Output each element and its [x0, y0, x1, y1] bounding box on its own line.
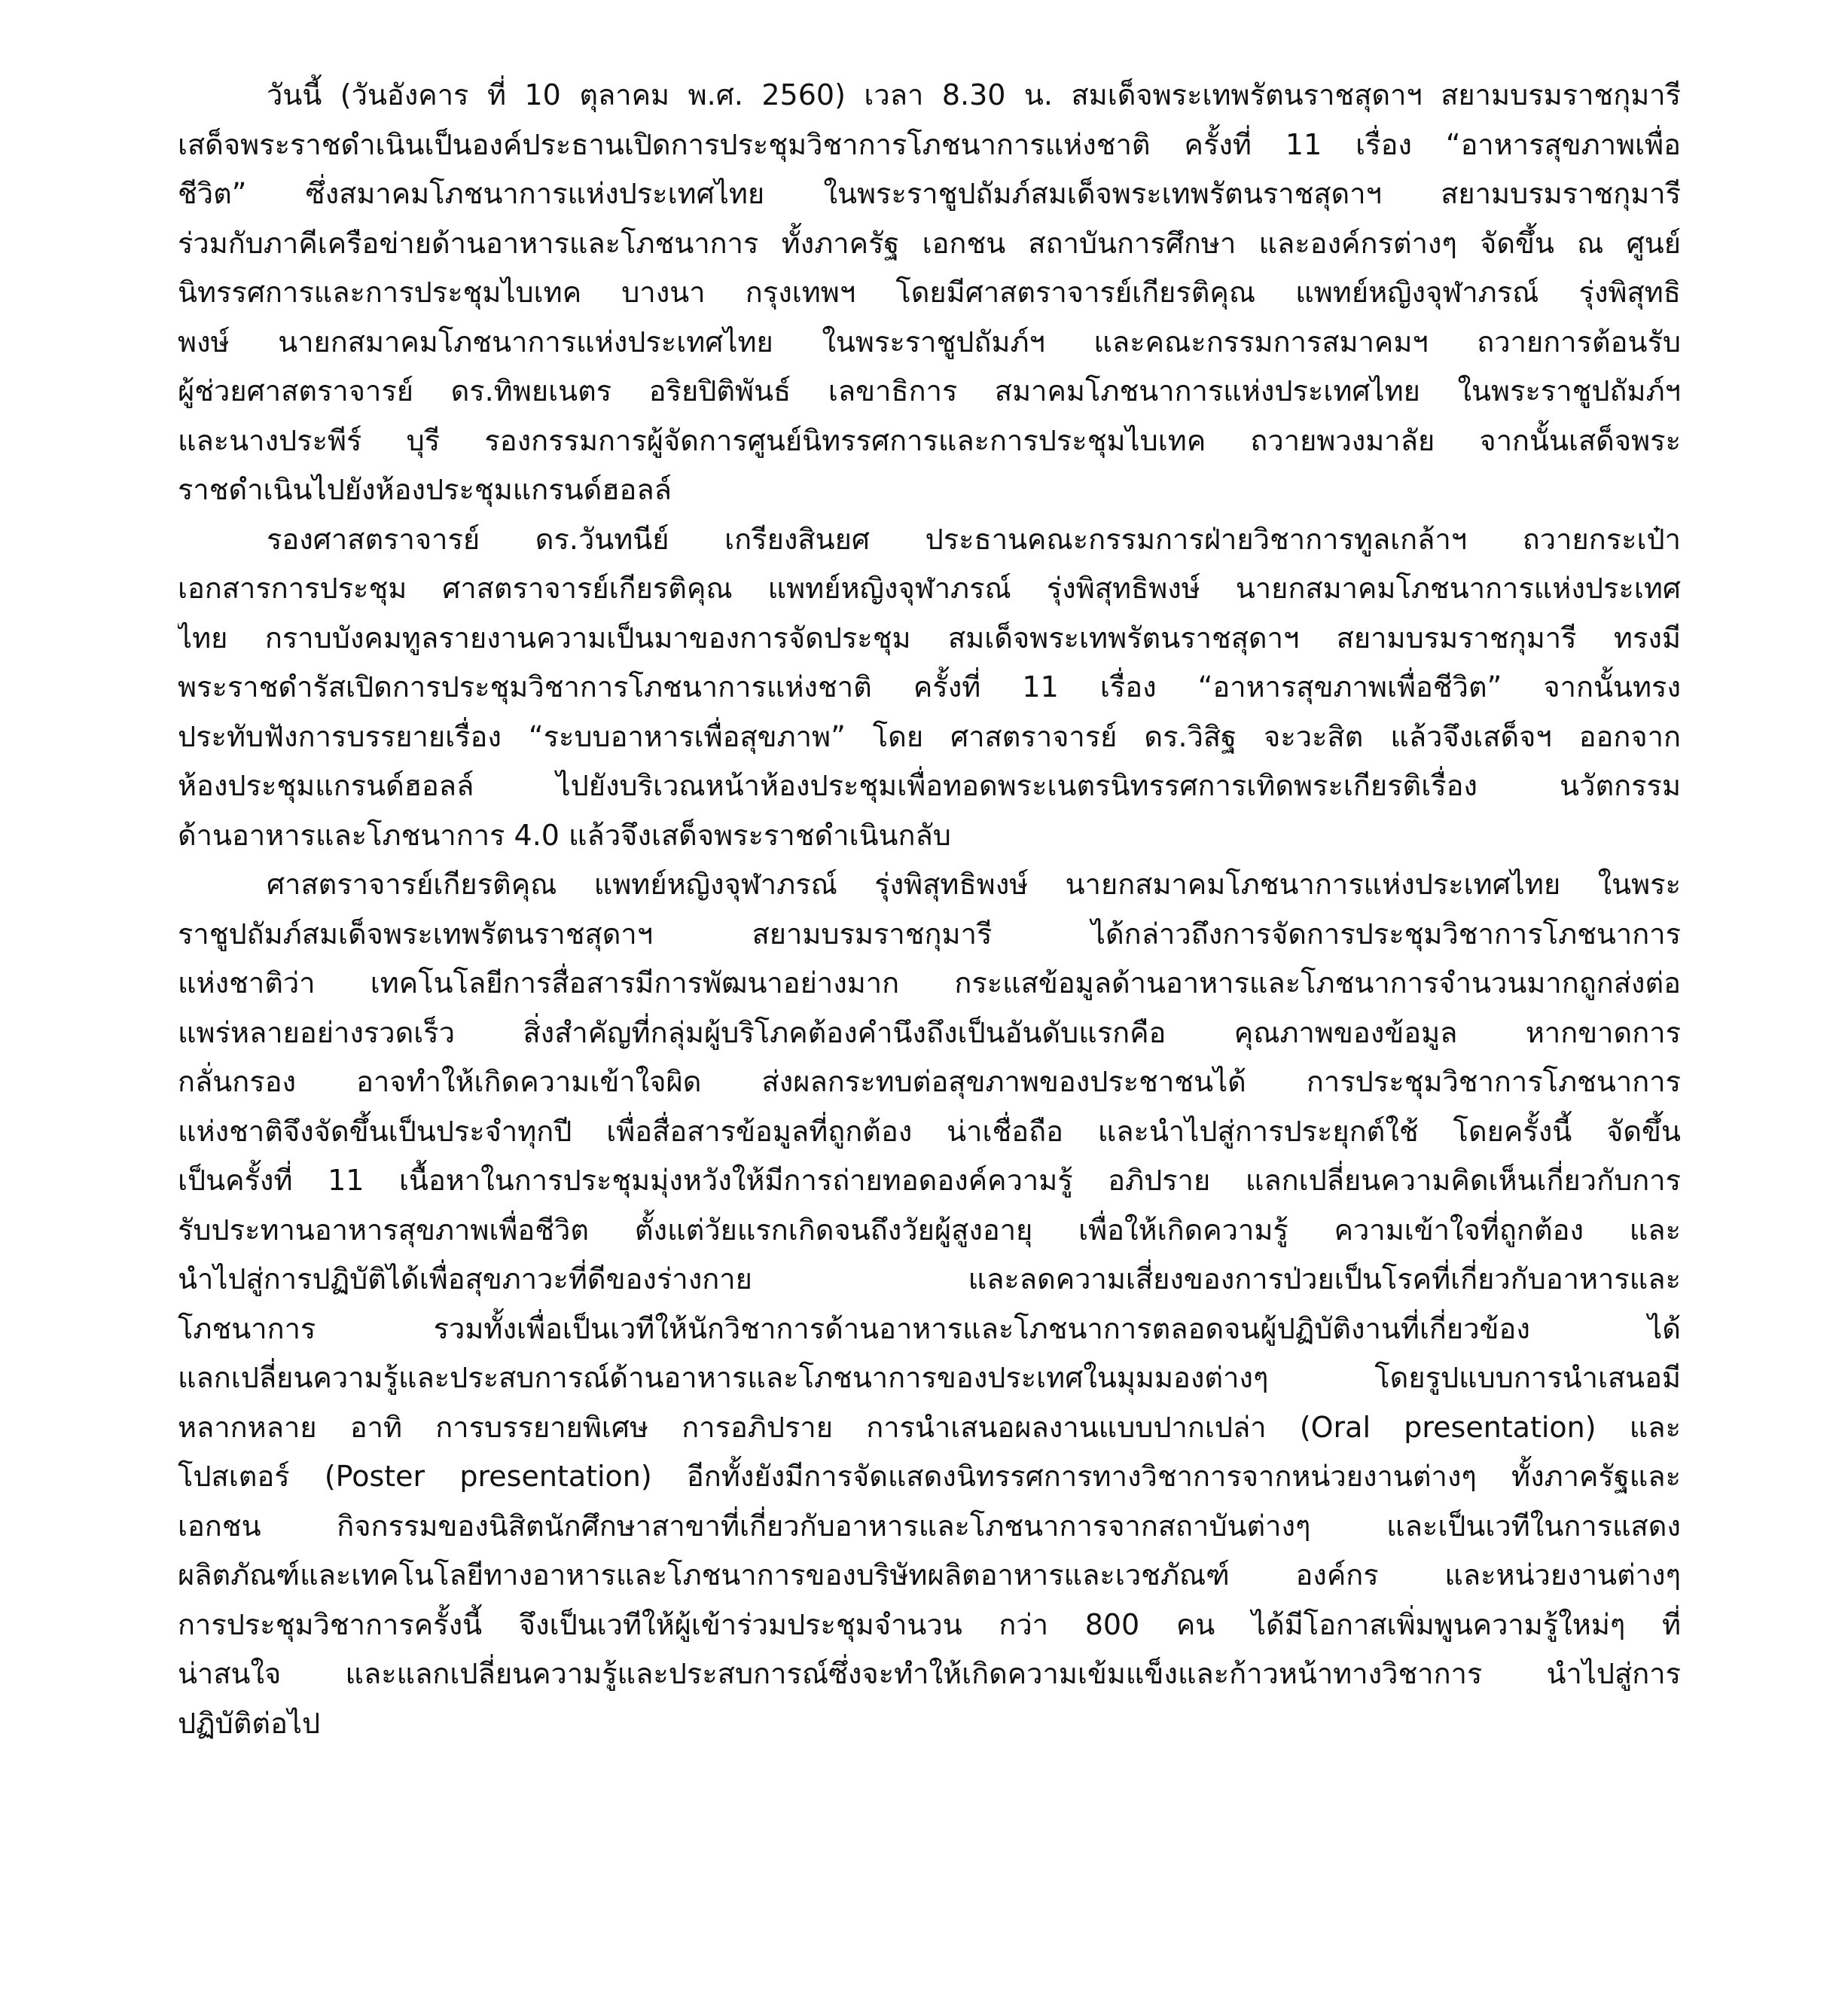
text-line: ประทับฟังการบรรยายเรื่อง “ระบบอาหารเพื่อสุขภาพ” โดย ศาสตราจารย์ ดร.วิสิฐ จะวะสิต แล้วจึงเสด็จฯ ออกจาก	[178, 719, 1681, 753]
paragraph-conference-report	[178, 515, 1681, 861]
text-line: รับประทานอาหารสุขภาพเพื่อชีวิต ตั้งแต่วัยแรกเกิดจนถึงวัยผู้สูงอายุ เพื่อให้เกิดความรู้ ความเข้าใจที่ถูกต้อง และ	[178, 1213, 1681, 1247]
text-line: แห่งชาติว่า เทคโนโลยีการสื่อสารมีการพัฒนาอย่างมาก กระแสข้อมูลด้านอาหารและโภชนาการจำนวนมากถูกส่งต่อ	[178, 966, 1681, 1000]
text-line: เอกชน กิจกรรมของนิสิตนักศึกษาสาขาที่เกี่ยวกับอาหารและโภชนาการจากสถาบันต่างๆ และเป็นเวทีในการแสดง	[178, 1509, 1681, 1543]
text-line: แลกเปลี่ยนความรู้และประสบการณ์ด้านอาหารและโภชนาการของประเทศในมุมมองต่างๆ โดยรูปแบบการนำเสนอมี	[178, 1361, 1681, 1394]
text-line: ราชดำเนินไปยังห้องประชุมแกรนด์ฮอลล์	[178, 473, 672, 506]
text-line: ราชูปถัมภ์สมเด็จพระเทพรัตนราชสุดาฯ สยามบรมราชกุมารี ได้กล่าวถึงการจัดการประชุมวิชาการโภชนาการ	[178, 917, 1681, 951]
text-line: ผู้ช่วยศาสตราจารย์ ดร.ทิพยเนตร อริยปิติพันธ์ เลขาธิการ สมาคมโภชนาการแห่งประเทศไทย ในพระราชูปถัมภ์ฯ	[178, 374, 1681, 407]
text-line: และนางประพีร์ บุรี รองกรรมการผู้จัดการศูนย์นิทรรศการและการประชุมไบเทค ถวายพวงมาลัย จากนั้นเสด็จพระ	[178, 423, 1681, 457]
text-line: ห้องประชุมแกรนด์ฮอลล์ ไปยังบริเวณหน้าห้องประชุมเพื่อทอดพระเนตรนิทรรศการเทิดพระเกียรติเรื่อง นวัตกรรม	[178, 769, 1681, 802]
text-line: นิทรรศการและการประชุมไบเทค บางนา กรุงเทพฯ โดยมีศาสตราจารย์เกียรติคุณ แพทย์หญิงจุฬาภรณ์ รุ่งพิสุทธิ	[178, 276, 1681, 309]
text-line: รองศาสตราจารย์ ดร.วันทนีย์ เกรียงสินยศ ประธานคณะกรรมการฝ่ายวิชาการทูลเกล้าฯ ถวายกระเป๋า	[267, 522, 1681, 556]
text-line: ปฏิบัติต่อไป	[178, 1706, 321, 1740]
text-line: หลากหลาย อาทิ การบรรยายพิเศษ การอภิปราย การนำเสนอผลงานแบบปากเปล่า (Oral presentation) และ	[178, 1410, 1681, 1444]
text-line: พงษ์ นายกสมาคมโภชนาการแห่งประเทศไทย ในพระราชูปถัมภ์ฯ และคณะกรรมการสมาคมฯ ถวายการต้อนรับ	[178, 325, 1681, 359]
text-line: ชีวิต” ซึ่งสมาคมโภชนาการแห่งประเทศไทย ในพระราชูปถัมภ์สมเด็จพระเทพรัตนราชสุดาฯ สยามบรมราชกุมารี	[178, 177, 1681, 210]
text-line: ผลิตภัณฑ์และเทคโนโลยีทางอาหารและโภชนาการของบริษัทผลิตอาหารและเวชภัณฑ์ องค์กร และหน่วยงานต่างๆ	[178, 1558, 1681, 1592]
text-line: โภชนาการ รวมทั้งเพื่อเป็นเวทีให้นักวิชาการด้านอาหารและโภชนาการตลอดจนผู้ปฏิบัติงานที่เกี่ยวข้อง ได้	[178, 1311, 1681, 1345]
text-line: นำไปสู่การปฏิบัติได้เพื่อสุขภาวะที่ดีของร่างกาย และลดความเสี่ยงของการป่วยเป็นโรคที่เกี่ยวกับอาหารและ	[178, 1262, 1681, 1296]
text-line: ด้านอาหารและโภชนาการ 4.0 แล้วจึงเสด็จพระราชดำเนินกลับ	[178, 818, 951, 852]
text-line: พระราชดำรัสเปิดการประชุมวิชาการโภชนาการแห่งชาติ ครั้งที่ 11 เรื่อง “อาหารสุขภาพเพื่อชีวิต” จากนั้นทรง	[178, 670, 1681, 703]
document-body	[178, 71, 1681, 1748]
text-line: การประชุมวิชาการครั้งนี้ จึงเป็นเวทีให้ผู้เข้าร่วมประชุมจำนวน กว่า 800 คน ได้มีโอกาสเพิ่มพูนความรู้ใหม่ๆ ที่	[178, 1607, 1681, 1641]
text-line: ร่วมกับภาคีเครือข่ายด้านอาหารและโภชนาการ ทั้งภาครัฐ เอกชน สถาบันการศึกษา และองค์กรต่างๆ จัดขึ้น ณ ศูนย์	[178, 226, 1681, 260]
text-line: ไทย กราบบังคมทูลรายงานความเป็นมาของการจัดประชุม สมเด็จพระเทพรัตนราชสุดาฯ สยามบรมราชกุมารี ทรงมี	[178, 621, 1681, 655]
text-line: วันนี้ (วันอังคาร ที่ 10 ตุลาคม พ.ศ. 2560) เวลา 8.30 น. สมเด็จพระเทพรัตนราชสุดาฯ สยามบรมราชกุมารี	[267, 78, 1681, 111]
text-line: เป็นครั้งที่ 11 เนื้อหาในการประชุมมุ่งหวังให้มีการถ่ายทอดองค์ความรู้ อภิปราย แลกเปลี่ยนความคิดเห็นเกี่ยวกับการ	[178, 1164, 1681, 1197]
text-line: แพร่หลายอย่างรวดเร็ว สิ่งสำคัญที่กลุ่มผู้บริโภคต้องคำนึงถึงเป็นอันดับแรกคือ คุณภาพของข้อมูล หากขาดการ	[178, 1015, 1681, 1049]
text-line: ศาสตราจารย์เกียรติคุณ แพทย์หญิงจุฬาภรณ์ รุ่งพิสุทธิพงษ์ นายกสมาคมโภชนาการแห่งประเทศไทย ในพระ	[267, 868, 1681, 901]
text-line: น่าสนใจ และแลกเปลี่ยนความรู้และประสบการณ์ซึ่งจะทำให้เกิดความเข้มแข็งและก้าวหน้าทางวิชาการ นำไปสู่การ	[178, 1657, 1681, 1690]
text-line: กลั่นกรอง อาจทำให้เกิดความเข้าใจผิด ส่งผลกระทบต่อสุขภาพของประชาชนได้ การประชุมวิชาการโภชนาการ	[178, 1065, 1681, 1098]
text-line: เสด็จพระราชดำเนินเป็นองค์ประธานเปิดการประชุมวิชาการโภชนาการแห่งชาติ ครั้งที่ 11 เรื่อง “อาหารสุขภาพเพื่อ	[178, 127, 1681, 161]
paragraph-opening-ceremony	[178, 71, 1681, 515]
text-line: เอกสารการประชุม ศาสตราจารย์เกียรติคุณ แพทย์หญิงจุฬาภรณ์ รุ่งพิสุทธิพงษ์ นายกสมาคมโภชนาการแห่งประเทศ	[178, 572, 1681, 605]
text-line: แห่งชาติจึงจัดขึ้นเป็นประจำทุกปี เพื่อสื่อสารข้อมูลที่ถูกต้อง น่าเชื่อถือ และนำไปสู่การประยุกต์ใช้ โดยครั้งนี้ จัดขึ้น	[178, 1114, 1681, 1148]
paragraph-conference-purpose	[178, 860, 1681, 1748]
text-line: โปสเตอร์ (Poster presentation) อีกทั้งยังมีการจัดแสดงนิทรรศการทางวิชาการจากหน่วยงานต่างๆ ทั้งภาครัฐและ	[178, 1460, 1681, 1493]
